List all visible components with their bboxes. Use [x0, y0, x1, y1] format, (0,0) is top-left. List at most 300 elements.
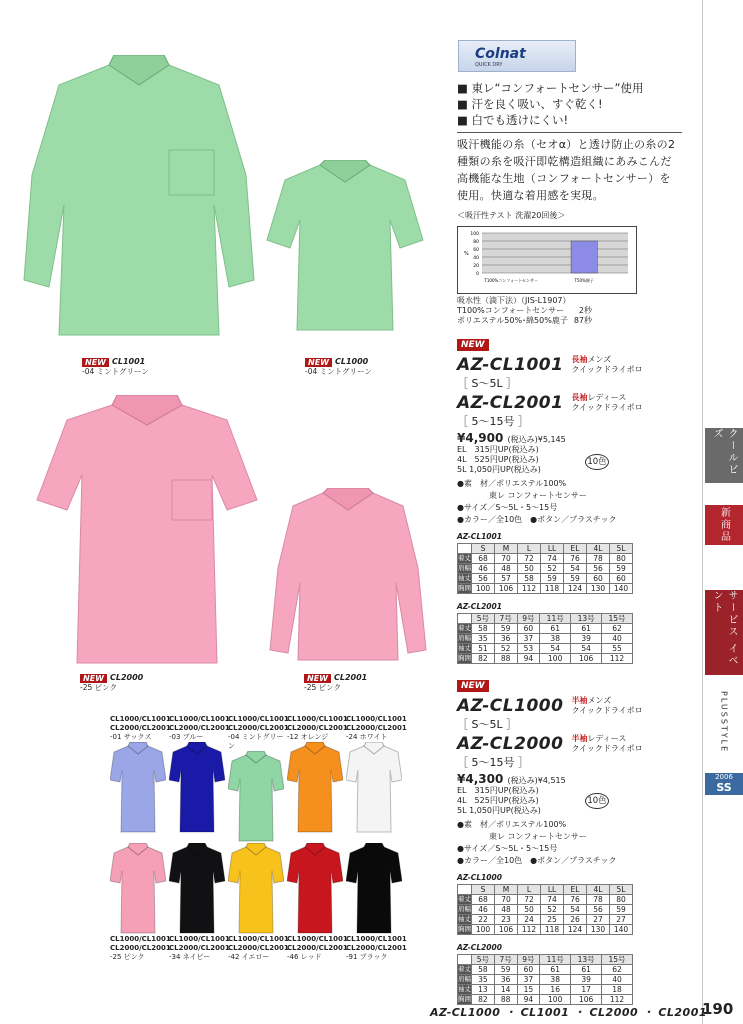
footer-models: AZ-CL1000 ・ CL1001 ・ CL2000 ・ CL2001	[430, 1006, 708, 1019]
measure-value: 106	[571, 654, 602, 664]
side-tab-coolbiz[interactable]: クールビズ	[705, 428, 743, 483]
measure-value: 15	[517, 985, 540, 995]
color-swatch[interactable]	[110, 715, 171, 838]
test-row-value: 2秒	[578, 306, 592, 315]
absorption-chart-svg	[458, 227, 636, 293]
swatch-model-line: CL1000/CL1001	[287, 715, 348, 723]
spec-line: 東レ コンフォートセンサー	[457, 832, 587, 841]
measure-value: 112	[518, 925, 541, 935]
measure-value: 37	[517, 634, 540, 644]
measure-label: 肩幅	[458, 634, 471, 642]
measure-value: 52	[494, 644, 517, 654]
measure-label: 着丈	[458, 624, 471, 632]
size-header: 7号	[494, 955, 517, 965]
chart-y-unit: %	[464, 251, 469, 257]
swatch-shirt	[346, 742, 402, 834]
measure-value: 55	[602, 644, 633, 654]
description: 吸汗機能の糸（セオα）と透け防止の糸の2種類の糸を吸汗即乾構造組織にあみこんだ高機能な生地（コンフォートセンサー）を使用。快適な着用感を実現。	[457, 138, 676, 202]
measure-value: 51	[472, 644, 495, 654]
chart-bar	[571, 241, 597, 273]
caption-color: -25 ピンク	[304, 683, 341, 692]
size-header: 9号	[517, 614, 540, 624]
measure-value: 48	[495, 564, 518, 574]
measure-label: 胸囲	[458, 654, 471, 662]
extra-charge: EL 315円UP(税込み)	[457, 445, 539, 454]
new-badge: NEW	[80, 674, 107, 683]
measure-value: 82	[472, 654, 495, 664]
measure-value: 59	[564, 574, 587, 584]
new-badge: NEW	[305, 358, 332, 367]
extra-charge: EL 315円UP(税込み)	[457, 786, 539, 795]
swatch-model-line: CL2000/CL2001	[110, 944, 171, 952]
measure-value: 40	[602, 634, 633, 644]
swatch-shirt	[346, 843, 402, 935]
swatch-shirt	[110, 742, 166, 834]
caption-color: -04 ミントグリーン	[82, 367, 149, 376]
new-badge: NEW	[304, 674, 331, 683]
measure-value: 100	[540, 654, 571, 664]
swatch-color-name: -46 レッド	[287, 953, 322, 961]
size-header: LL	[541, 544, 564, 554]
measure-value: 37	[517, 975, 540, 985]
side-tab-plusstyle[interactable]: PLUSSTYLE	[705, 680, 743, 765]
size-header: 11号	[540, 614, 571, 624]
size-table	[457, 613, 633, 664]
swatch-model-line: CL1000/CL1001	[110, 935, 171, 943]
measure-value: 48	[495, 905, 518, 915]
measure-label: 肩幅	[458, 564, 471, 572]
color-swatch[interactable]	[228, 715, 289, 847]
measure-value: 52	[541, 564, 564, 574]
measure-value: 118	[541, 925, 564, 935]
extra-charge: 4L 525円UP(税込み)	[457, 455, 539, 464]
swatch-shirt	[228, 751, 284, 843]
measure-value: 74	[541, 895, 564, 905]
color-swatch[interactable]	[110, 843, 171, 962]
model-type: 長袖メンズ クイックドライポロ	[571, 355, 643, 374]
measure-label: 袖丈	[458, 985, 471, 993]
spec-line: ●カラー／全10色 ●ボタン／プラスチック	[457, 856, 617, 865]
measure-value: 56	[587, 905, 610, 915]
measure-value: 35	[472, 975, 495, 985]
swatch-color-name: -42 イエロー	[228, 953, 270, 961]
page-edge-line	[702, 0, 703, 1024]
side-tab-service[interactable]: サービス イベント	[705, 590, 743, 675]
measure-value: 38	[540, 634, 571, 644]
model-size: ［ 5〜15号 ］	[457, 415, 529, 428]
divider	[457, 132, 682, 133]
page-number: 190	[702, 1000, 734, 1018]
measure-value: 59	[610, 564, 633, 574]
chart-category-label: T50%綿子	[574, 278, 594, 283]
size-header: 9号	[517, 955, 540, 965]
measure-value: 140	[610, 925, 633, 935]
measure-label: 袖丈	[458, 644, 471, 652]
swatch-shirt	[110, 843, 166, 935]
measure-value: 76	[564, 554, 587, 564]
chart-tick-label: 0	[476, 272, 479, 277]
caption-cl1001	[82, 357, 149, 377]
measure-value: 36	[494, 975, 517, 985]
size-header: M	[495, 544, 518, 554]
shirt-cl1001-mint	[14, 55, 264, 345]
feature-list	[457, 80, 692, 128]
feature-item: ■ 東レ“コンフォートセンサー”使用	[457, 81, 644, 95]
shirt-cl1000-mint	[265, 160, 425, 340]
measure-value: 52	[541, 905, 564, 915]
measure-value: 62	[602, 624, 633, 634]
measure-value: 61	[540, 624, 571, 634]
measure-value: 72	[518, 895, 541, 905]
extra-charge: 5L 1,050円UP(税込み)	[457, 806, 541, 815]
test-row-value: 87秒	[573, 316, 592, 325]
side-tab-new[interactable]: 新商品	[705, 505, 743, 545]
swatch-color-name: -91 ブラック	[346, 953, 388, 961]
measure-label: 袖丈	[458, 915, 471, 923]
measure-value: 35	[472, 634, 495, 644]
measure-label: 肩幅	[458, 905, 471, 913]
measure-value: 14	[494, 985, 517, 995]
swatch-model-line: CL1000/CL1001	[228, 935, 289, 943]
measure-value: 140	[610, 584, 633, 594]
swatch-model-line: CL2000/CL2001	[228, 724, 289, 732]
model-code: AZ-CL1001	[457, 355, 564, 375]
spec-line: ●素 材／ポリエステル100%	[457, 479, 567, 488]
measure-value: 50	[518, 905, 541, 915]
measure-value: 58	[518, 574, 541, 584]
test-caption: ＜吸汗性テスト 洗濯20回後＞	[457, 211, 566, 220]
model-size: ［ S〜5L ］	[457, 377, 518, 390]
swatch-model-line: CL2000/CL2001	[287, 944, 348, 952]
size-header: 5L	[610, 885, 633, 895]
swatch-model-line: CL1000/CL1001	[346, 935, 407, 943]
size-table-label: AZ-CL2000	[457, 943, 502, 952]
measure-value: 27	[587, 915, 610, 925]
swatch-model-line: CL2000/CL2001	[228, 944, 289, 952]
measure-value: 78	[587, 895, 610, 905]
measure-value: 100	[472, 584, 495, 594]
model-type: 半袖メンズ クイックドライポロ	[571, 696, 643, 715]
swatch-shirt	[169, 742, 225, 834]
size-header: S	[472, 544, 495, 554]
measure-value: 24	[518, 915, 541, 925]
measure-value: 100	[540, 995, 571, 1005]
swatch-color-name: -12 オレンジ	[287, 733, 329, 741]
measure-value: 112	[602, 995, 633, 1005]
new-badge: NEW	[457, 339, 489, 351]
size-header: S	[472, 885, 495, 895]
measure-value: 46	[472, 564, 495, 574]
swatch-model-line: CL2000/CL2001	[346, 724, 407, 732]
color-swatch[interactable]	[346, 843, 407, 962]
measure-value: 74	[541, 554, 564, 564]
color-count-badge: 10色	[585, 454, 609, 470]
measure-value: 61	[571, 965, 602, 975]
test-row-label: ポリエステル50%･綿50%鹿子	[457, 316, 568, 325]
swatch-color-name: -34 ネイビー	[169, 953, 211, 961]
measure-value: 36	[494, 634, 517, 644]
measure-label: 胸囲	[458, 925, 471, 933]
measure-value: 54	[571, 644, 602, 654]
swatch-model-line: CL1000/CL1001	[110, 715, 171, 723]
model-size: ［ 5〜15号 ］	[457, 756, 529, 769]
measure-value: 70	[495, 895, 518, 905]
product-block-long	[457, 334, 697, 664]
measure-value: 68	[472, 895, 495, 905]
swatch-model-line: CL1000/CL1001	[346, 715, 407, 723]
swatch-model-line: CL2000/CL2001	[287, 724, 348, 732]
model-code: AZ-CL2000	[457, 734, 564, 754]
swatch-shirt	[287, 742, 343, 834]
colnat-logo	[458, 40, 576, 72]
size-header: EL	[564, 544, 587, 554]
chart-tick-label: 60	[473, 248, 479, 253]
size-header: 5号	[472, 955, 495, 965]
measure-value: 60	[610, 574, 633, 584]
measure-value: 58	[472, 624, 495, 634]
size-header: L	[518, 885, 541, 895]
swatch-color-name: -25 ピンク	[110, 953, 145, 961]
caption-model: CL2000	[109, 673, 144, 682]
shirt-cl2001-pink	[268, 488, 428, 668]
size-header: M	[495, 885, 518, 895]
size-table-block	[457, 532, 697, 594]
measure-value: 38	[540, 975, 571, 985]
color-swatch[interactable]	[287, 843, 348, 962]
measure-value: 18	[602, 985, 633, 995]
measure-value: 94	[517, 995, 540, 1005]
measure-value: 72	[518, 554, 541, 564]
measure-value: 17	[571, 985, 602, 995]
size-table	[457, 884, 633, 935]
color-swatch[interactable]	[287, 715, 348, 838]
swatch-model-line: CL2000/CL2001	[169, 724, 230, 732]
measure-value: 60	[587, 574, 610, 584]
measure-value: 59	[610, 905, 633, 915]
swatch-model-line: CL1000/CL1001	[169, 715, 230, 723]
measure-value: 106	[571, 995, 602, 1005]
size-header: LL	[541, 885, 564, 895]
measure-value: 78	[587, 554, 610, 564]
absorption-chart	[457, 226, 637, 294]
measure-label: 肩幅	[458, 975, 471, 983]
measure-value: 50	[518, 564, 541, 574]
spec-line: ●サイズ／S〜5L・5〜15号	[457, 844, 558, 853]
color-count-badge: 10色	[585, 793, 609, 809]
logo-brand: Colnat	[475, 46, 526, 62]
measure-value: 58	[472, 965, 495, 975]
size-header: EL	[564, 885, 587, 895]
measure-value: 80	[610, 554, 633, 564]
measure-value: 82	[472, 995, 495, 1005]
size-table-block	[457, 602, 697, 664]
measure-value: 56	[587, 564, 610, 574]
size-header: L	[518, 544, 541, 554]
side-tab-season[interactable]: 2006 SS	[705, 773, 743, 795]
size-header: 5号	[472, 614, 495, 624]
swatch-model-line: CL1000/CL1001	[228, 715, 289, 723]
measure-value: 25	[541, 915, 564, 925]
measure-value: 124	[564, 925, 587, 935]
swatch-color-name: -01 サックス	[110, 733, 152, 741]
price: ¥4,300 (税込み)¥4,515	[457, 772, 566, 786]
feature-item: ■ 白でも透けにくい!	[457, 113, 569, 127]
size-header: 15号	[602, 955, 633, 965]
feature-item: ■ 汗を良く吸い、すぐ乾く!	[457, 97, 603, 111]
measure-label: 着丈	[458, 895, 471, 903]
swatch-color-name: -03 ブルー	[169, 733, 204, 741]
caption-model: CL2001	[333, 673, 368, 682]
measure-value: 94	[517, 654, 540, 664]
size-table	[457, 954, 633, 1005]
color-swatch[interactable]	[346, 715, 407, 838]
measure-value: 106	[495, 584, 518, 594]
caption-cl2001	[304, 673, 367, 693]
measure-value: 80	[610, 895, 633, 905]
chart-tick-label: 80	[473, 240, 479, 245]
measure-value: 54	[564, 905, 587, 915]
measure-value: 40	[602, 975, 633, 985]
measure-value: 54	[564, 564, 587, 574]
caption-cl1000	[305, 357, 372, 377]
model-code: AZ-CL2001	[457, 393, 564, 413]
measure-value: 76	[564, 895, 587, 905]
measure-value: 13	[472, 985, 495, 995]
caption-color: -25 ピンク	[80, 683, 117, 692]
measure-label: 胸囲	[458, 995, 471, 1003]
new-badge: NEW	[82, 358, 109, 367]
test-row	[457, 306, 592, 316]
product-block-short	[457, 675, 697, 1005]
caption-color: -04 ミントグリーン	[305, 367, 372, 376]
size-table-block	[457, 943, 697, 1005]
chart-tick-label: 40	[473, 256, 479, 261]
logo-sub: QUICK DRY	[475, 62, 503, 68]
measure-value: 46	[472, 905, 495, 915]
measure-value: 27	[610, 915, 633, 925]
measure-value: 70	[495, 554, 518, 564]
extra-charge: 5L 1,050円UP(税込み)	[457, 465, 541, 474]
color-swatch[interactable]	[169, 843, 230, 962]
price: ¥4,900 (税込み)¥5,145	[457, 431, 566, 445]
measure-label: 袖丈	[458, 574, 471, 582]
caption-model: CL1001	[111, 357, 146, 366]
measure-value: 88	[494, 654, 517, 664]
size-header: 13号	[571, 955, 602, 965]
swatch-color-name: -24 ホワイト	[346, 733, 388, 741]
model-code: AZ-CL1000	[457, 696, 564, 716]
chart-tick-label: 100	[470, 232, 479, 237]
measure-value: 16	[540, 985, 571, 995]
measure-value: 68	[472, 554, 495, 564]
measure-label: 胸囲	[458, 584, 471, 592]
caption-model: CL1000	[334, 357, 369, 366]
model-type: 長袖レディース クイックドライポロ	[571, 393, 643, 412]
measure-value: 60	[517, 624, 540, 634]
measure-value: 59	[494, 965, 517, 975]
color-swatch[interactable]	[228, 843, 289, 962]
spec-line: ●サイズ／S〜5L・5〜15号	[457, 503, 558, 512]
swatch-model-line: CL2000/CL2001	[346, 944, 407, 952]
spec-line: ●素 材／ポリエステル100%	[457, 820, 567, 829]
measure-value: 100	[472, 925, 495, 935]
measure-value: 54	[540, 644, 571, 654]
size-header: 4L	[587, 544, 610, 554]
measure-value: 88	[494, 995, 517, 1005]
measure-value: 130	[587, 584, 610, 594]
swatch-shirt	[287, 843, 343, 935]
measure-value: 61	[540, 965, 571, 975]
spec-line: ●カラー／全10色 ●ボタン／プラスチック	[457, 515, 617, 524]
size-table-block	[457, 873, 697, 935]
measure-value: 62	[602, 965, 633, 975]
size-table-label: AZ-CL1000	[457, 873, 502, 882]
swatch-model-line: CL1000/CL1001	[287, 935, 348, 943]
measure-label: 着丈	[458, 965, 471, 973]
chart-tick-label: 20	[473, 264, 479, 269]
swatch-color-name: -04 ミントグリーン	[228, 733, 284, 750]
size-table-label: AZ-CL1001	[457, 532, 502, 541]
swatch-model-line: CL2000/CL2001	[110, 724, 171, 732]
swatch-shirt	[169, 843, 225, 935]
measure-value: 39	[571, 634, 602, 644]
size-table	[457, 543, 633, 594]
measure-value: 112	[602, 654, 633, 664]
measure-value: 53	[517, 644, 540, 654]
size-header: 5L	[610, 544, 633, 554]
test-row	[457, 316, 592, 326]
swatch-model-line: CL1000/CL1001	[169, 935, 230, 943]
measure-value: 26	[564, 915, 587, 925]
measure-value: 60	[517, 965, 540, 975]
chart-category-label: T100%コンフォートセンサー	[484, 278, 538, 283]
measure-value: 118	[541, 584, 564, 594]
caption-cl2000	[80, 673, 143, 693]
spec-line: 東レ コンフォートセンサー	[457, 491, 587, 500]
swatch-model-line: CL2000/CL2001	[169, 944, 230, 952]
size-header: 4L	[587, 885, 610, 895]
new-badge: NEW	[457, 680, 489, 692]
measure-value: 39	[571, 975, 602, 985]
measure-value: 57	[495, 574, 518, 584]
measure-value: 22	[472, 915, 495, 925]
measure-value: 124	[564, 584, 587, 594]
size-header: 15号	[602, 614, 633, 624]
swatch-shirt	[228, 843, 284, 935]
measure-value: 23	[495, 915, 518, 925]
size-header: 7号	[494, 614, 517, 624]
measure-value: 61	[571, 624, 602, 634]
measure-value: 112	[518, 584, 541, 594]
measure-value: 106	[495, 925, 518, 935]
model-type: 半袖レディース クイックドライポロ	[571, 734, 643, 753]
model-size: ［ S〜5L ］	[457, 718, 518, 731]
measure-label: 着丈	[458, 554, 471, 562]
size-header: 11号	[540, 955, 571, 965]
color-swatch[interactable]	[169, 715, 230, 838]
test-note-title: 吸水性（滴下法）（JIS-L1907）	[457, 296, 571, 305]
extra-charge: 4L 525円UP(税込み)	[457, 796, 539, 805]
chart-plot-area	[482, 233, 628, 273]
shirt-cl2000-pink	[32, 395, 262, 670]
measure-value: 59	[494, 624, 517, 634]
measure-value: 56	[472, 574, 495, 584]
size-header: 13号	[571, 614, 602, 624]
size-table-label: AZ-CL2001	[457, 602, 502, 611]
test-row-label: T100%コンフォートセンサー	[457, 306, 565, 315]
measure-value: 59	[541, 574, 564, 584]
measure-value: 130	[587, 925, 610, 935]
